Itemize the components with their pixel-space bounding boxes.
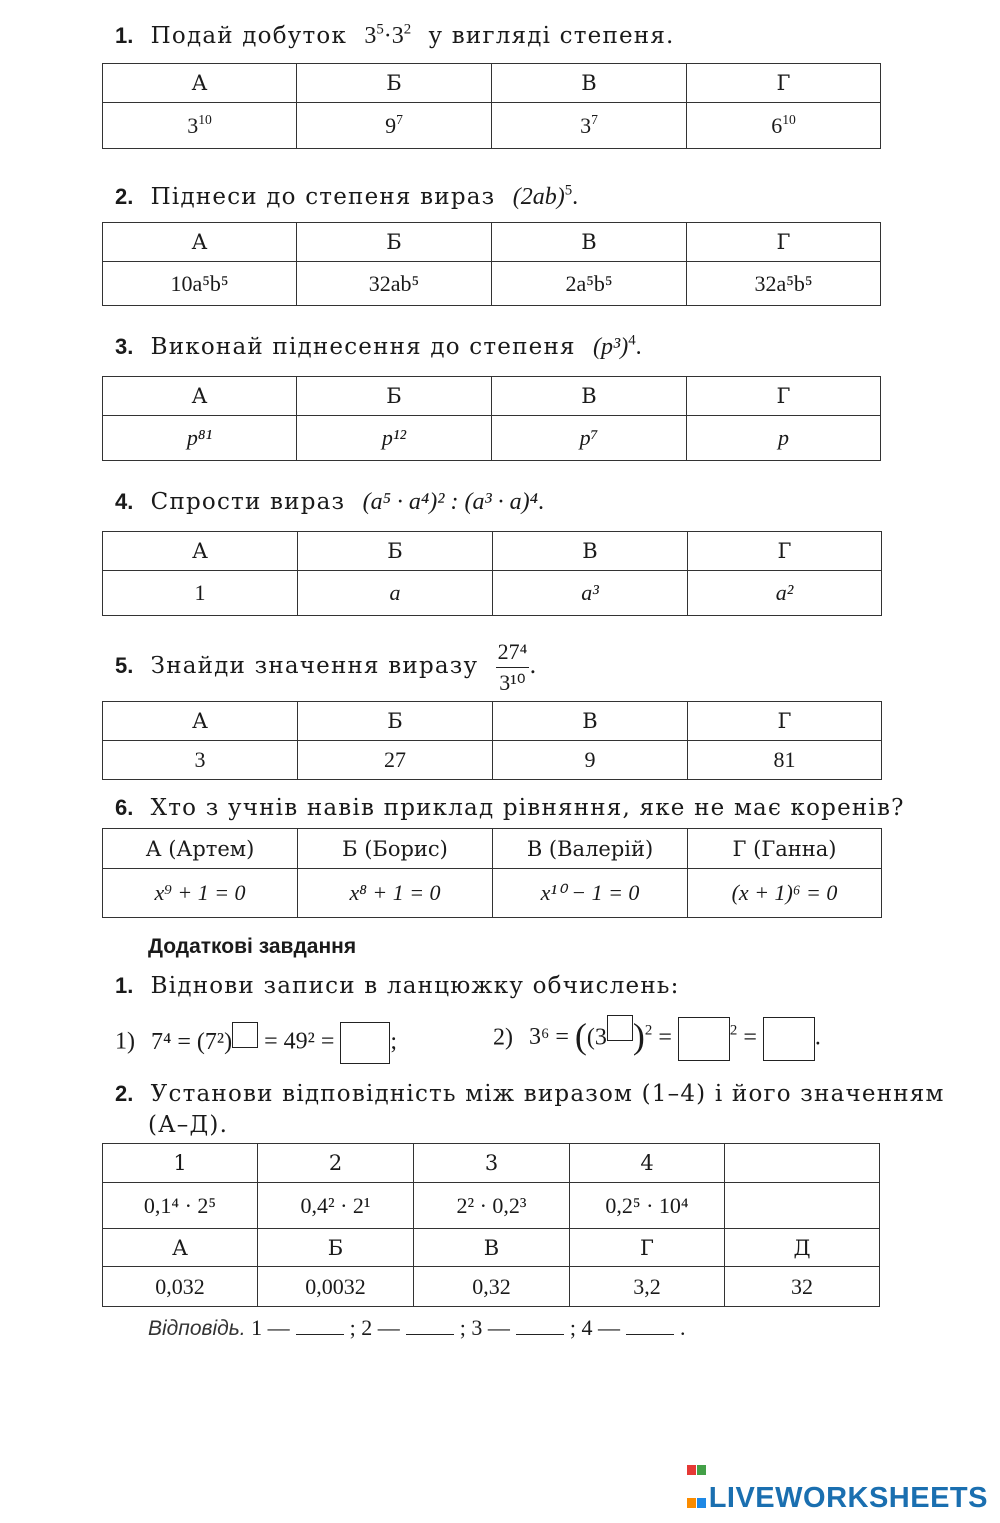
option-a[interactable]: 1 [103,571,298,616]
answer-table-3 [102,376,881,461]
chain-1: 1) 7⁴ = (7²) = 49² = ; [115,1022,397,1064]
expression-cell [725,1183,880,1229]
header-v: В [492,377,687,416]
answer-table-5 [102,701,882,780]
option-a[interactable]: 10a⁵b⁵ [103,262,297,306]
expr-number: 3 [414,1144,570,1183]
header-b: Б [298,702,493,741]
value-letter: Г [570,1229,725,1267]
question-1 [115,22,675,50]
option-g[interactable]: (x + 1)⁶ = 0 [688,869,882,918]
option-g[interactable]: 32a⁵b⁵ [687,262,881,306]
task-text-2: (А–Д). [148,1112,229,1138]
section-title: Додаткові завдання [148,935,357,958]
value-cell[interactable]: 0,32 [414,1267,570,1307]
question-number: 2. [115,184,134,209]
question-expression: $3^5\cdot 3^2$ [364,21,412,49]
liveworksheets-logo: LIVEWORKSHEETS [687,1451,988,1515]
expression-cell[interactable]: 0,4² · 2¹ [258,1183,414,1229]
option-g[interactable]: $6^{10}$ [687,103,881,149]
answer-input-box[interactable] [678,1017,730,1061]
option-b[interactable]: $9^7$ [297,103,492,149]
matching-table [102,1143,880,1307]
question-number: 5. [115,653,134,678]
task-number: 1. [115,973,134,998]
task-number: 2. [115,1081,134,1106]
header-a: А [103,223,297,262]
option-v[interactable]: $3^7$ [492,103,687,149]
chain-expression: = 49² = [264,1028,335,1055]
question-expression: $(2ab)^5$. [512,182,579,210]
extra-task-1 [115,972,680,1000]
question-number: 1. [115,23,134,48]
exponent-input-box[interactable] [232,1022,258,1048]
question-text: Хто з учнів навів приклад рівняння, яке не має коренів? [150,795,905,821]
chain-expression: 7⁴ = (7²) [151,1028,233,1055]
value-letter: Д [725,1229,880,1267]
option-v[interactable]: p⁷ [492,416,687,461]
question-expression: $(p^3)^4$. [593,332,642,360]
value-cell[interactable]: 0,032 [103,1267,258,1307]
option-b[interactable]: x⁸ + 1 = 0 [298,869,493,918]
option-b[interactable]: 27 [298,741,493,780]
option-v[interactable]: 2a⁵b⁵ [492,262,687,306]
logo-icon [687,1451,707,1473]
answer-table-1 [102,63,881,149]
fraction-numerator: 27⁴ [496,639,530,668]
header-b: Б [297,377,492,416]
header-artem: А (Артем) [103,829,298,869]
option-v[interactable]: a³ [493,571,688,616]
question-4 [115,488,544,516]
question-3 [115,333,642,361]
chain-label: 2) [493,1024,513,1051]
header-g: Г [688,532,882,571]
option-b[interactable]: a [298,571,493,616]
value-letter: В [414,1229,570,1267]
question-text: Подай добуток [150,23,348,49]
header-borys: Б (Борис) [298,829,493,869]
answer-input-box[interactable] [340,1022,390,1064]
answer-table-2 [102,222,881,306]
header-g: Г [687,223,881,262]
question-5: 5. Знайди значення виразу $\frac{\text{27⁴}}{\text{3¹⁰}}$ . [115,638,537,695]
chain-expression: 3⁶ = [529,1024,569,1051]
expression-cell[interactable]: 0,1⁴ · 2⁵ [103,1183,258,1229]
option-g[interactable]: a² [688,571,882,616]
answer-blank-2[interactable] [406,1316,454,1335]
chain-label: 1) [115,1028,135,1055]
option-b[interactable]: p¹² [297,416,492,461]
question-text: Спрости вираз [150,489,346,515]
option-a[interactable]: p⁸¹ [103,416,297,461]
fraction-denominator: 3¹⁰ [499,669,526,695]
value-cell[interactable]: 0,0032 [258,1267,414,1307]
expr-number [725,1144,880,1183]
expr-number: 4 [570,1144,725,1183]
header-a: А [103,532,298,571]
question-number: 6. [115,795,134,820]
answer-line: Відповідь. 1 — ; 2 — ; 3 — ; 4 — . [148,1315,686,1340]
task-text: Віднови записи в ланцюжку обчислень: [150,973,680,999]
value-letter: А [103,1229,258,1267]
header-g: Г [687,377,881,416]
option-v[interactable]: 9 [493,741,688,780]
question-text: Знайди значення виразу [150,653,479,679]
header-b: Б [297,64,492,103]
expr-number: 1 [103,1144,258,1183]
header-v: В [493,532,688,571]
expression-cell[interactable]: 2² · 0,2³ [414,1183,570,1229]
extra-task-2 [115,1078,945,1141]
option-a[interactable]: x⁹ + 1 = 0 [103,869,298,918]
option-g[interactable]: p [687,416,881,461]
exponent-input-box[interactable] [607,1015,633,1041]
header-v: В [493,702,688,741]
task-text: Установи відповідність між виразом (1–4) і його значенням [150,1081,945,1107]
header-b: Б [298,532,493,571]
answer-table-4 [102,531,882,616]
question-text: Виконай піднесення до степеня [150,334,576,360]
header-b: Б [297,223,492,262]
header-g: Г [688,702,882,741]
question-expression: (a⁵ · a⁴)² : (a³ · a)⁴. [362,489,544,515]
header-v: В [492,64,687,103]
header-valerii: В (Валерій) [493,829,688,869]
fraction [496,639,530,696]
question-6 [115,794,905,822]
header-a: А [103,702,298,741]
question-2 [115,183,578,211]
header-hanna: Г (Ганна) [688,829,882,869]
question-number: 4. [115,489,134,514]
option-g[interactable]: 81 [688,741,882,780]
answer-blank-4[interactable] [626,1316,674,1335]
option-a[interactable]: $3^{10}$ [103,103,297,149]
question-text-tail: у вигляді степеня. [428,23,675,49]
option-v[interactable]: x¹⁰ − 1 = 0 [493,869,688,918]
value-letter: Б [258,1229,414,1267]
header-g: Г [687,64,881,103]
option-b[interactable]: 32ab⁵ [297,262,492,306]
question-number: 3. [115,334,134,359]
option-a[interactable]: 3 [103,741,298,780]
header-a: А [103,64,297,103]
answer-label: Відповідь. [148,1317,246,1340]
value-cell[interactable]: 3,2 [570,1267,725,1307]
chain-2: 2) 3⁶ = ((3 )$^2$ = $^2$ = . [493,1015,821,1061]
expression-cell[interactable]: 0,2⁵ · 10⁴ [570,1183,725,1229]
answer-blank-1[interactable] [296,1316,344,1335]
question-text: Піднеси до степеня вираз [150,184,496,210]
answer-table-6 [102,828,882,918]
answer-blank-3[interactable] [516,1316,564,1335]
answer-input-box[interactable] [763,1017,815,1061]
expr-number: 2 [258,1144,414,1183]
header-a: А [103,377,297,416]
chain-paren: ( [574,1016,587,1056]
value-cell[interactable]: 32 [725,1267,880,1307]
header-v: В [492,223,687,262]
